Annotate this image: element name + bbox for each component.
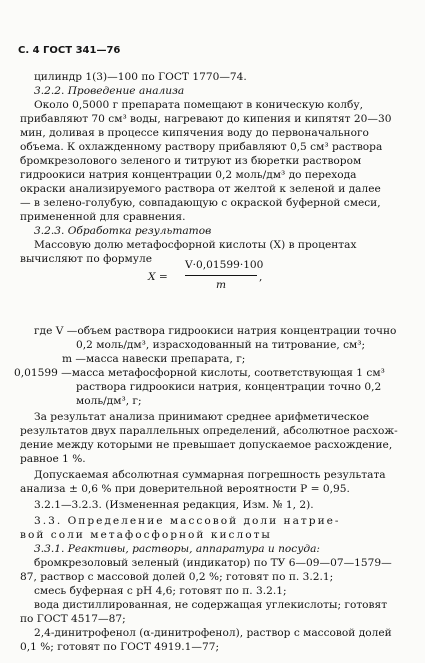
text-line: объема. К охлажденному раствору прибавляют 0,5 см³ раствора [20, 141, 383, 153]
text-line: смесь буферная с рН 4,6; готовят по п. 3.2.1; [34, 585, 287, 597]
text-line: Допускаемая абсолютная суммарная погрешность результата [34, 469, 386, 481]
text-line: За результат анализа принимают среднее арифметическое [34, 411, 370, 423]
text-line: Массовую долю метафосфорной кислоты (X) в процентах [34, 239, 357, 251]
text-line: вода дистиллированная, не содержащая углекислоты; готовят [34, 599, 388, 611]
text-line: примененной для сравнения. [20, 211, 186, 223]
text-line: гидроокиси натрия концентрации 0,2 моль/дм³ до перехода [20, 169, 357, 181]
fraction-bar [185, 275, 257, 276]
definition-line: моль/дм³, г; [76, 395, 142, 407]
text-line: 2,4-динитрофенол (α-динитрофенол), раствор с массовой долей [34, 627, 392, 639]
text-line: равное 1 %. [20, 453, 86, 465]
text-line: — в зелено-голубую, совпадающую с окраской буферной смеси, [20, 197, 381, 209]
page-header: С. 4 ГОСТ 341—76 [18, 45, 121, 56]
text-line: анализа ± 0,6 % при доверительной вероятности Р = 0,95. [20, 483, 350, 495]
definition-line: раствора гидроокиси натрия, концентрации точно 0,2 [76, 381, 382, 393]
text-line: бромкрезоловый зеленый (индикатор) по ТУ 6—09—07—1579— [34, 557, 392, 569]
formula-lhs: X = [148, 271, 168, 283]
section-heading: 3.2.3. Обработка результатов [34, 225, 212, 237]
text-line: окраски анализируемого раствора от желтой к зеленой и далее [20, 183, 381, 195]
section-heading: вой соли метафосфорной кислоты [20, 529, 272, 541]
amendment-note: 3.2.1—3.2.3. (Измененная редакция, Изм. № 1, 2). [34, 499, 314, 511]
text-line: 0,1 %; готовят по ГОСТ 4919.1—77; [20, 641, 220, 653]
section-heading: 3.2.2. Проведение анализа [34, 85, 185, 97]
formula-numerator: V·0,01599·100 [185, 259, 264, 271]
section-heading: 3.3. Определение массовой доли натрие- [34, 515, 341, 527]
definition-line: m —масса навески препарата, г; [62, 353, 246, 365]
definition-line: 0,01599 —масса метафосфорной кислоты, соответствующая 1 см³ [14, 367, 385, 379]
formula [148, 258, 308, 298]
text-line: 87, раствор с массовой долей 0,2 %; готовят по п. 3.2.1; [20, 571, 334, 583]
formula-denominator: m [215, 279, 227, 291]
text-line: вычисляют по формуле [20, 253, 152, 265]
text-line: бромкрезолового зеленого и титруют из бюретки раствором [20, 155, 362, 167]
definition-line: где V —объем раствора гидроокиси натрия концентрации точно [34, 325, 397, 337]
text-line: прибавляют 70 см³ воды, нагревают до кипения и кипятят 20—30 [20, 113, 392, 125]
definition-line: 0,2 моль/дм³, израсходованный на титрование, см³; [76, 339, 366, 351]
text-line: по ГОСТ 4517—87; [20, 613, 126, 625]
text-line: цилиндр 1(3)—100 по ГОСТ 1770—74. [34, 71, 247, 83]
formula-end: , [259, 271, 263, 283]
text-line: мин, доливая в процессе кипячения воду до первоначального [20, 127, 369, 139]
text-line: Около 0,5000 г препарата помещают в коническую колбу, [34, 99, 364, 111]
text-line: дение между которыми не превышает допускаемое расхождение, [20, 439, 393, 451]
section-heading: 3.3.1. Реактивы, растворы, аппаратура и посуда: [34, 543, 320, 555]
text-line: результатов двух параллельных определений, абсолютное расхож- [20, 425, 398, 437]
